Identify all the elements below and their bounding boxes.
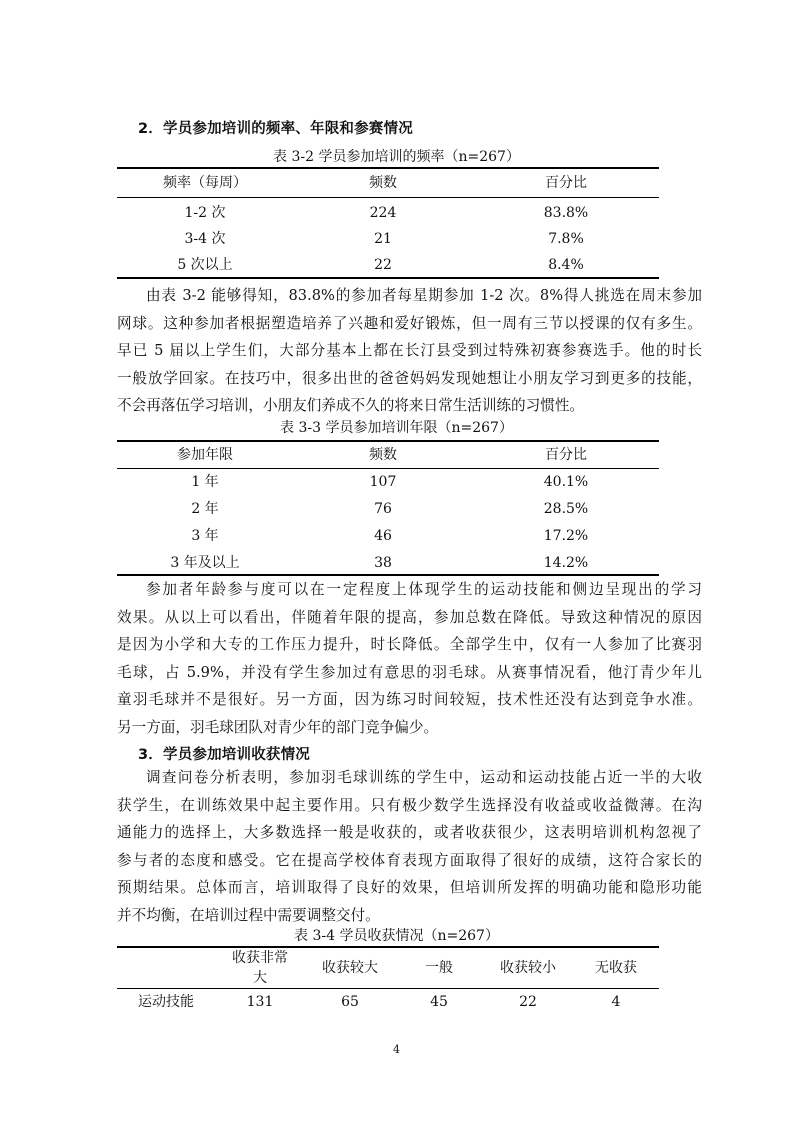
header-cell: 频数 bbox=[369, 175, 397, 191]
table-row bbox=[117, 252, 659, 278]
table-cell: 107 bbox=[369, 474, 397, 490]
paragraph-line: 网球。这种参加者根据塑造培养了兴趣和爱好锻炼，但一周有三节以授课的仅有多生。 bbox=[117, 314, 702, 332]
paragraph-line: 参与者的态度和感受。它在提高学校体育表现方面取得了很好的成绩，这符合家长的 bbox=[117, 851, 702, 869]
paragraph-table-3-3-analysis bbox=[117, 576, 702, 742]
header-cell: 频数 bbox=[369, 447, 397, 463]
table-cell: 21 bbox=[374, 231, 392, 247]
header-cell: 参加年限 bbox=[177, 447, 233, 463]
table-cell: 38 bbox=[374, 555, 392, 571]
table-cell: 4 bbox=[611, 994, 621, 1010]
header-cell-line: 大 bbox=[253, 970, 267, 986]
table-top-rule bbox=[117, 167, 659, 169]
paragraph-line: 并不均衡，在培训过程中需要调整交付。 bbox=[117, 906, 380, 924]
paragraph-line: 一般放学回家。在技巧中，很多出世的爸爸妈妈发现她想让小朋友学习到更多的技能， bbox=[117, 369, 702, 387]
table-cell: 3 年及以上 bbox=[170, 555, 240, 571]
table-3-2-caption: 表 3-2 学员参加培训的频率（n=267） bbox=[273, 149, 520, 165]
header-cell: 一般 bbox=[425, 960, 453, 976]
table-cell: 17.2% bbox=[543, 528, 589, 544]
table-cell: 3 年 bbox=[191, 528, 219, 544]
table-cell: 2 年 bbox=[191, 501, 219, 517]
table-cell: 224 bbox=[369, 205, 397, 221]
paragraph-line: 效果。从以上可以看出，伴随着年限的提高，参加总数在降低。导致这种情况的原因 bbox=[117, 608, 702, 626]
paragraph-line: 参加者年龄参与度可以在一定程度上体现学生的运动技能和侧边呈现出的学习 bbox=[146, 581, 702, 598]
section-3-heading: 3．学员参加培训收获情况 bbox=[138, 747, 310, 763]
table-cell: 14.2% bbox=[543, 555, 589, 571]
paragraph-line: 获学生，在训练效果中起主要作用。只有极少数学生选择没有收益或收益微薄。在沟 bbox=[117, 796, 702, 814]
table-3-3-caption: 表 3-3 学员参加培训年限（n=267） bbox=[280, 420, 513, 436]
table-3-4-caption: 表 3-4 学员收获情况（n=267） bbox=[294, 928, 499, 944]
header-cell: 百分比 bbox=[545, 447, 587, 463]
table-cell: 1-2 次 bbox=[184, 205, 226, 221]
table-cell: 3-4 次 bbox=[184, 231, 226, 247]
header-cell: 无收获 bbox=[595, 960, 637, 976]
table-cell: 5 次以上 bbox=[177, 257, 233, 273]
header-cell: 收获较大 bbox=[322, 960, 378, 976]
table-cell: 45 bbox=[430, 994, 448, 1010]
table-cell: 76 bbox=[374, 501, 392, 517]
table-cell: 40.1% bbox=[543, 474, 589, 490]
section-2-heading: 2．学员参加培训的频率、年限和参赛情况 bbox=[138, 121, 413, 137]
table-header-row bbox=[117, 170, 659, 196]
table-row bbox=[117, 523, 659, 549]
table-cell: 28.5% bbox=[543, 501, 589, 517]
table-cell: 83.8% bbox=[543, 205, 589, 221]
paragraph-table-3-2-analysis bbox=[117, 282, 702, 420]
header-cell: 收获较小 bbox=[500, 960, 556, 976]
paragraph-harvest-analysis bbox=[117, 764, 702, 930]
header-cell: 百分比 bbox=[545, 175, 587, 191]
paragraph-line: 调查问卷分析表明，参加羽毛球训练的学生中，运动和运动技能占近一半的大收 bbox=[146, 769, 702, 786]
paragraph-line: 不会再落伍学习培训，小朋友们养成不久的将来日常生活训练的习惯性。 bbox=[117, 397, 585, 415]
paragraph-line: 另一方面，羽毛球团队对青少年的部门竞争偏少。 bbox=[117, 718, 439, 736]
paragraph-line: 毛球，占 5.9%，并没有学生参加过有意思的羽毛球。从赛事情况看，他汀青少年儿 bbox=[117, 663, 702, 681]
table-cell: 22 bbox=[374, 257, 392, 273]
table-bottom-rule bbox=[117, 277, 659, 279]
paragraph-line: 童羽毛球并不是很好。另一方面，因为练习时间较短，技术性还没有达到竞争水准。 bbox=[117, 691, 702, 709]
table-cell: 7.8% bbox=[548, 231, 584, 247]
table-cell: 22 bbox=[519, 994, 537, 1010]
table-row bbox=[117, 469, 659, 495]
table-cell: 8.4% bbox=[548, 257, 584, 273]
table-cell: 运动技能 bbox=[138, 994, 194, 1010]
header-cell-line: 收获非常 bbox=[232, 950, 288, 966]
table-row bbox=[117, 989, 659, 1015]
table-cell: 1 年 bbox=[191, 474, 219, 490]
paragraph-line: 早已 5 届以上学生们，大部分基本上都在长汀县受到过特殊初赛参赛选手。他的时长 bbox=[117, 342, 702, 360]
table-cell: 46 bbox=[374, 528, 392, 544]
paragraph-line: 是因为小学和大专的工作压力提升，时长降低。全部学生中，仅有一人参加了比赛羽 bbox=[117, 636, 702, 654]
paragraph-line: 由表 3-2 能够得知，83.8%的参加者每星期参加 1-2 次。8%得人挑选在周末参加 bbox=[146, 287, 702, 304]
table-row bbox=[117, 550, 659, 576]
table-header-row bbox=[117, 442, 659, 468]
header-cell bbox=[215, 948, 305, 988]
table-cell: 65 bbox=[341, 994, 359, 1010]
table-row bbox=[117, 226, 659, 252]
table-cell: 131 bbox=[246, 994, 274, 1010]
table-row bbox=[117, 200, 659, 226]
table-header-rule bbox=[117, 197, 659, 198]
table-header-row bbox=[117, 948, 659, 988]
paragraph-line: 通能力的选择上，大多数选择一般是收获的，或者收获很少，这表明培训机构忽视了 bbox=[117, 824, 702, 842]
page-number: 4 bbox=[393, 1043, 400, 1056]
table-row bbox=[117, 496, 659, 522]
header-cell: 频率（每周） bbox=[163, 175, 247, 191]
paragraph-line: 预期结果。总体而言，培训取得了良好的效果，但培训所发挥的明确功能和隐形功能 bbox=[117, 879, 702, 897]
